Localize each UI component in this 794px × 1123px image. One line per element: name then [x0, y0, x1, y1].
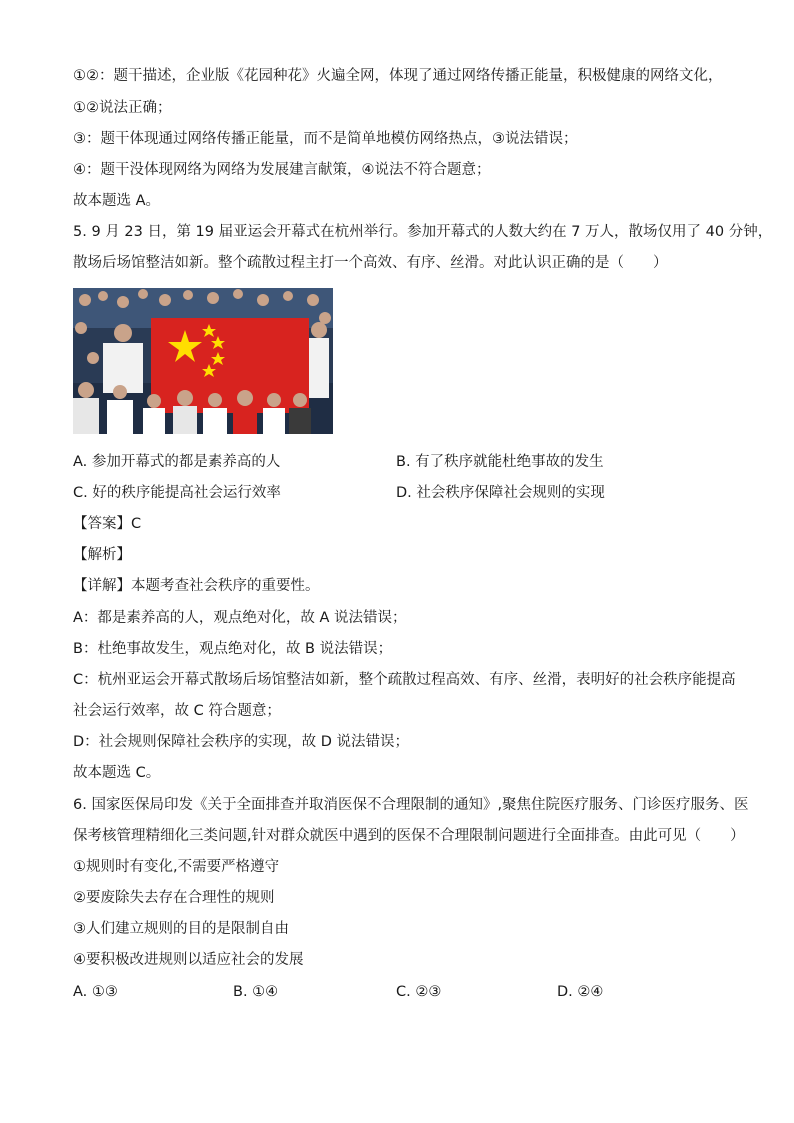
question-stem: 5. 9 月 23 日，第 19 届亚运会开幕式在杭州举行。参加开幕式的人数大约在 7 万人，散场仅用了 40 分钟， [73, 224, 773, 240]
analysis-label: 【解析】 [73, 547, 131, 563]
option-a: A. 参加开幕式的都是素养高的人 [73, 454, 281, 470]
question-stem: 6. 国家医保局印发《关于全面排查并取消医保不合理限制的通知》,聚焦住院医疗服务、门诊医疗服务、医 [73, 797, 749, 813]
statement-3: ③人们建立规则的目的是限制自由 [73, 921, 289, 937]
explanation-d: D：社会规则保障社会秩序的实现，故 D 说法错误； [73, 734, 410, 750]
analysis-line: ①②说法正确； [73, 100, 172, 116]
analysis-line: ③：题干体现通过网络传播正能量，而不是简单地模仿网络热点，③说法错误； [73, 131, 578, 147]
conclusion-line: 故本题选 A。 [73, 193, 161, 209]
statement-4: ④要积极改进规则以适应社会的发展 [73, 952, 304, 968]
statement-1: ①规则时有变化,不需要严格遵守 [73, 859, 280, 875]
detail-line: 【详解】本题考查社会秩序的重要性。 [73, 578, 320, 594]
analysis-line: ④：题干没体现网络为网络为发展建言献策，④说法不符合题意； [73, 162, 491, 178]
explanation-b: B：杜绝事故发生，观点绝对化，故 B 说法错误； [73, 641, 393, 657]
option-d: D. 社会秩序保障社会规则的实现 [396, 485, 605, 501]
option-d: D. ②④ [557, 984, 604, 1000]
answer-label: 【答案】C [73, 516, 142, 532]
question-stem: 散场后场馆整洁如新。整个疏散过程主打一个高效、有序、丝滑。对此认识正确的是（ ） [73, 255, 668, 271]
asian-games-flag-photo [73, 288, 333, 434]
option-b: B. ①④ [233, 984, 279, 1000]
explanation-c: 社会运行效率，故 C 符合题意； [73, 703, 281, 719]
explanation-a: A：都是素养高的人，观点绝对化，故 A 说法错误； [73, 610, 407, 626]
question-stem: 保考核管理精细化三类问题,针对群众就医中遇到的医保不合理限制问题进行全面排查。由此可见（ ） [73, 828, 745, 844]
statement-2: ②要废除失去存在合理性的规则 [73, 890, 275, 906]
conclusion-line: 故本题选 C。 [73, 765, 161, 781]
option-c: C. ②③ [396, 984, 442, 1000]
analysis-line: ①②：题干描述，企业版《花园种花》火遍全网，体现了通过网络传播正能量，积极健康的网络文化， [73, 68, 723, 84]
option-b: B. 有了秩序就能杜绝事故的发生 [396, 454, 604, 470]
option-a: A. ①③ [73, 984, 118, 1000]
option-c: C. 好的秩序能提高社会运行效率 [73, 485, 281, 501]
explanation-c: C：杭州亚运会开幕式散场后场馆整洁如新，整个疏散过程高效、有序、丝滑，表明好的社会秩序能提高 [73, 672, 736, 688]
